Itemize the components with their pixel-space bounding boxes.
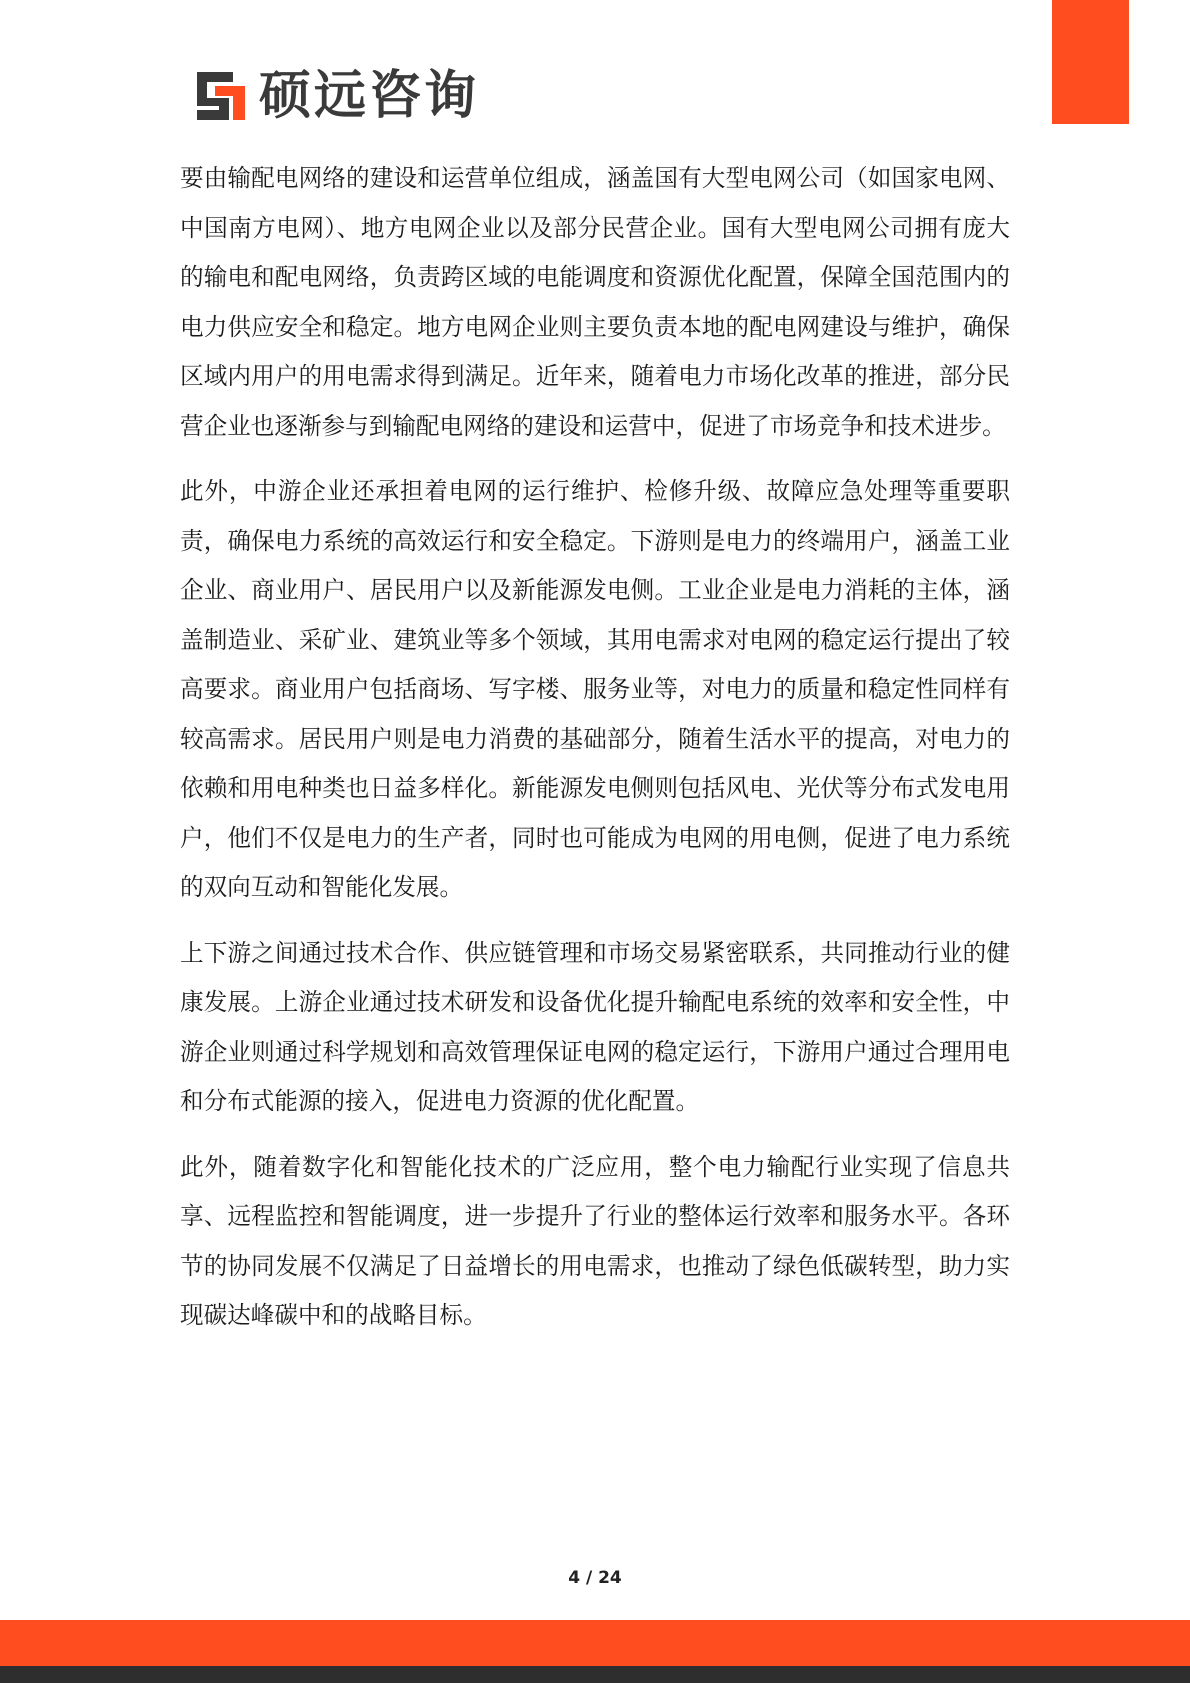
paragraph-1: 要由输配电网络的建设和运营单位组成，涵盖国有大型电网公司（如国家电网、中国南方电网）、地方电网企业以及部分民营企业。国有大型电网公司拥有庞大的输电和配电网络，负责跨区域的电能调度和资源优化配置，保障全国范围内的电力供应安全和稳定。地方电网企业则主要负责本地的配电网建设与维护，确保区域内用户的用电需求得到满足。近年来，随着电力市场化改革的推进，部分民营企业也逐渐参与到输配电网络的建设和运营中，促进了市场竞争和技术进步。: [180, 164, 1010, 440]
document-body: [180, 154, 1010, 1357]
corner-accent-block: [1052, 0, 1129, 124]
page-number: 4 / 24: [568, 1568, 622, 1588]
paragraph-2: 此外，中游企业还承担着电网的运行维护、检修升级、故障应急处理等重要职责，确保电力系统的高效运行和安全稳定。下游则是电力的终端用户，涵盖工业企业、商业用户、居民用户以及新能源发电侧。工业企业是电力消耗的主体，涵盖制造业、采矿业、建筑业等多个领域，其用电需求对电网的稳定运行提出了较高要求。商业用户包括商场、写字楼、服务业等，对电力的质量和稳定性同样有较高需求。居民用户则是电力消费的基础部分，随着生活水平的提高，对电力的依赖和用电种类也日益多样化。新能源发电侧则包括风电、光伏等分布式发电用户，他们不仅是电力的生产者，同时也可能成为电网的用电侧，促进了电力系统的双向互动和智能化发展。: [180, 477, 1010, 901]
footer-accent-bar: [0, 1620, 1190, 1666]
footer-dark-bar: [0, 1666, 1190, 1683]
brand-logo: [193, 66, 479, 126]
sy-logo-icon: [193, 68, 249, 124]
paragraph-4: 此外，随着数字化和智能化技术的广泛应用，整个电力输配行业实现了信息共享、远程监控和智能调度，进一步提升了行业的整体运行效率和服务水平。各环节的协同发展不仅满足了日益增长的用电需求，也推动了绿色低碳转型，助力实现碳达峰碳中和的战略目标。: [180, 1152, 1010, 1329]
brand-name: 硕远咨询: [259, 66, 480, 126]
paragraph-3: 上下游之间通过技术合作、供应链管理和市场交易紧密联系，共同推动行业的健康发展。上游企业通过技术研发和设备优化提升输配电系统的效率和安全性，中游企业则通过科学规划和高效管理保证电网的稳定运行，下游用户通过合理用电和分布式能源的接入，促进电力资源的优化配置。: [180, 938, 1010, 1115]
